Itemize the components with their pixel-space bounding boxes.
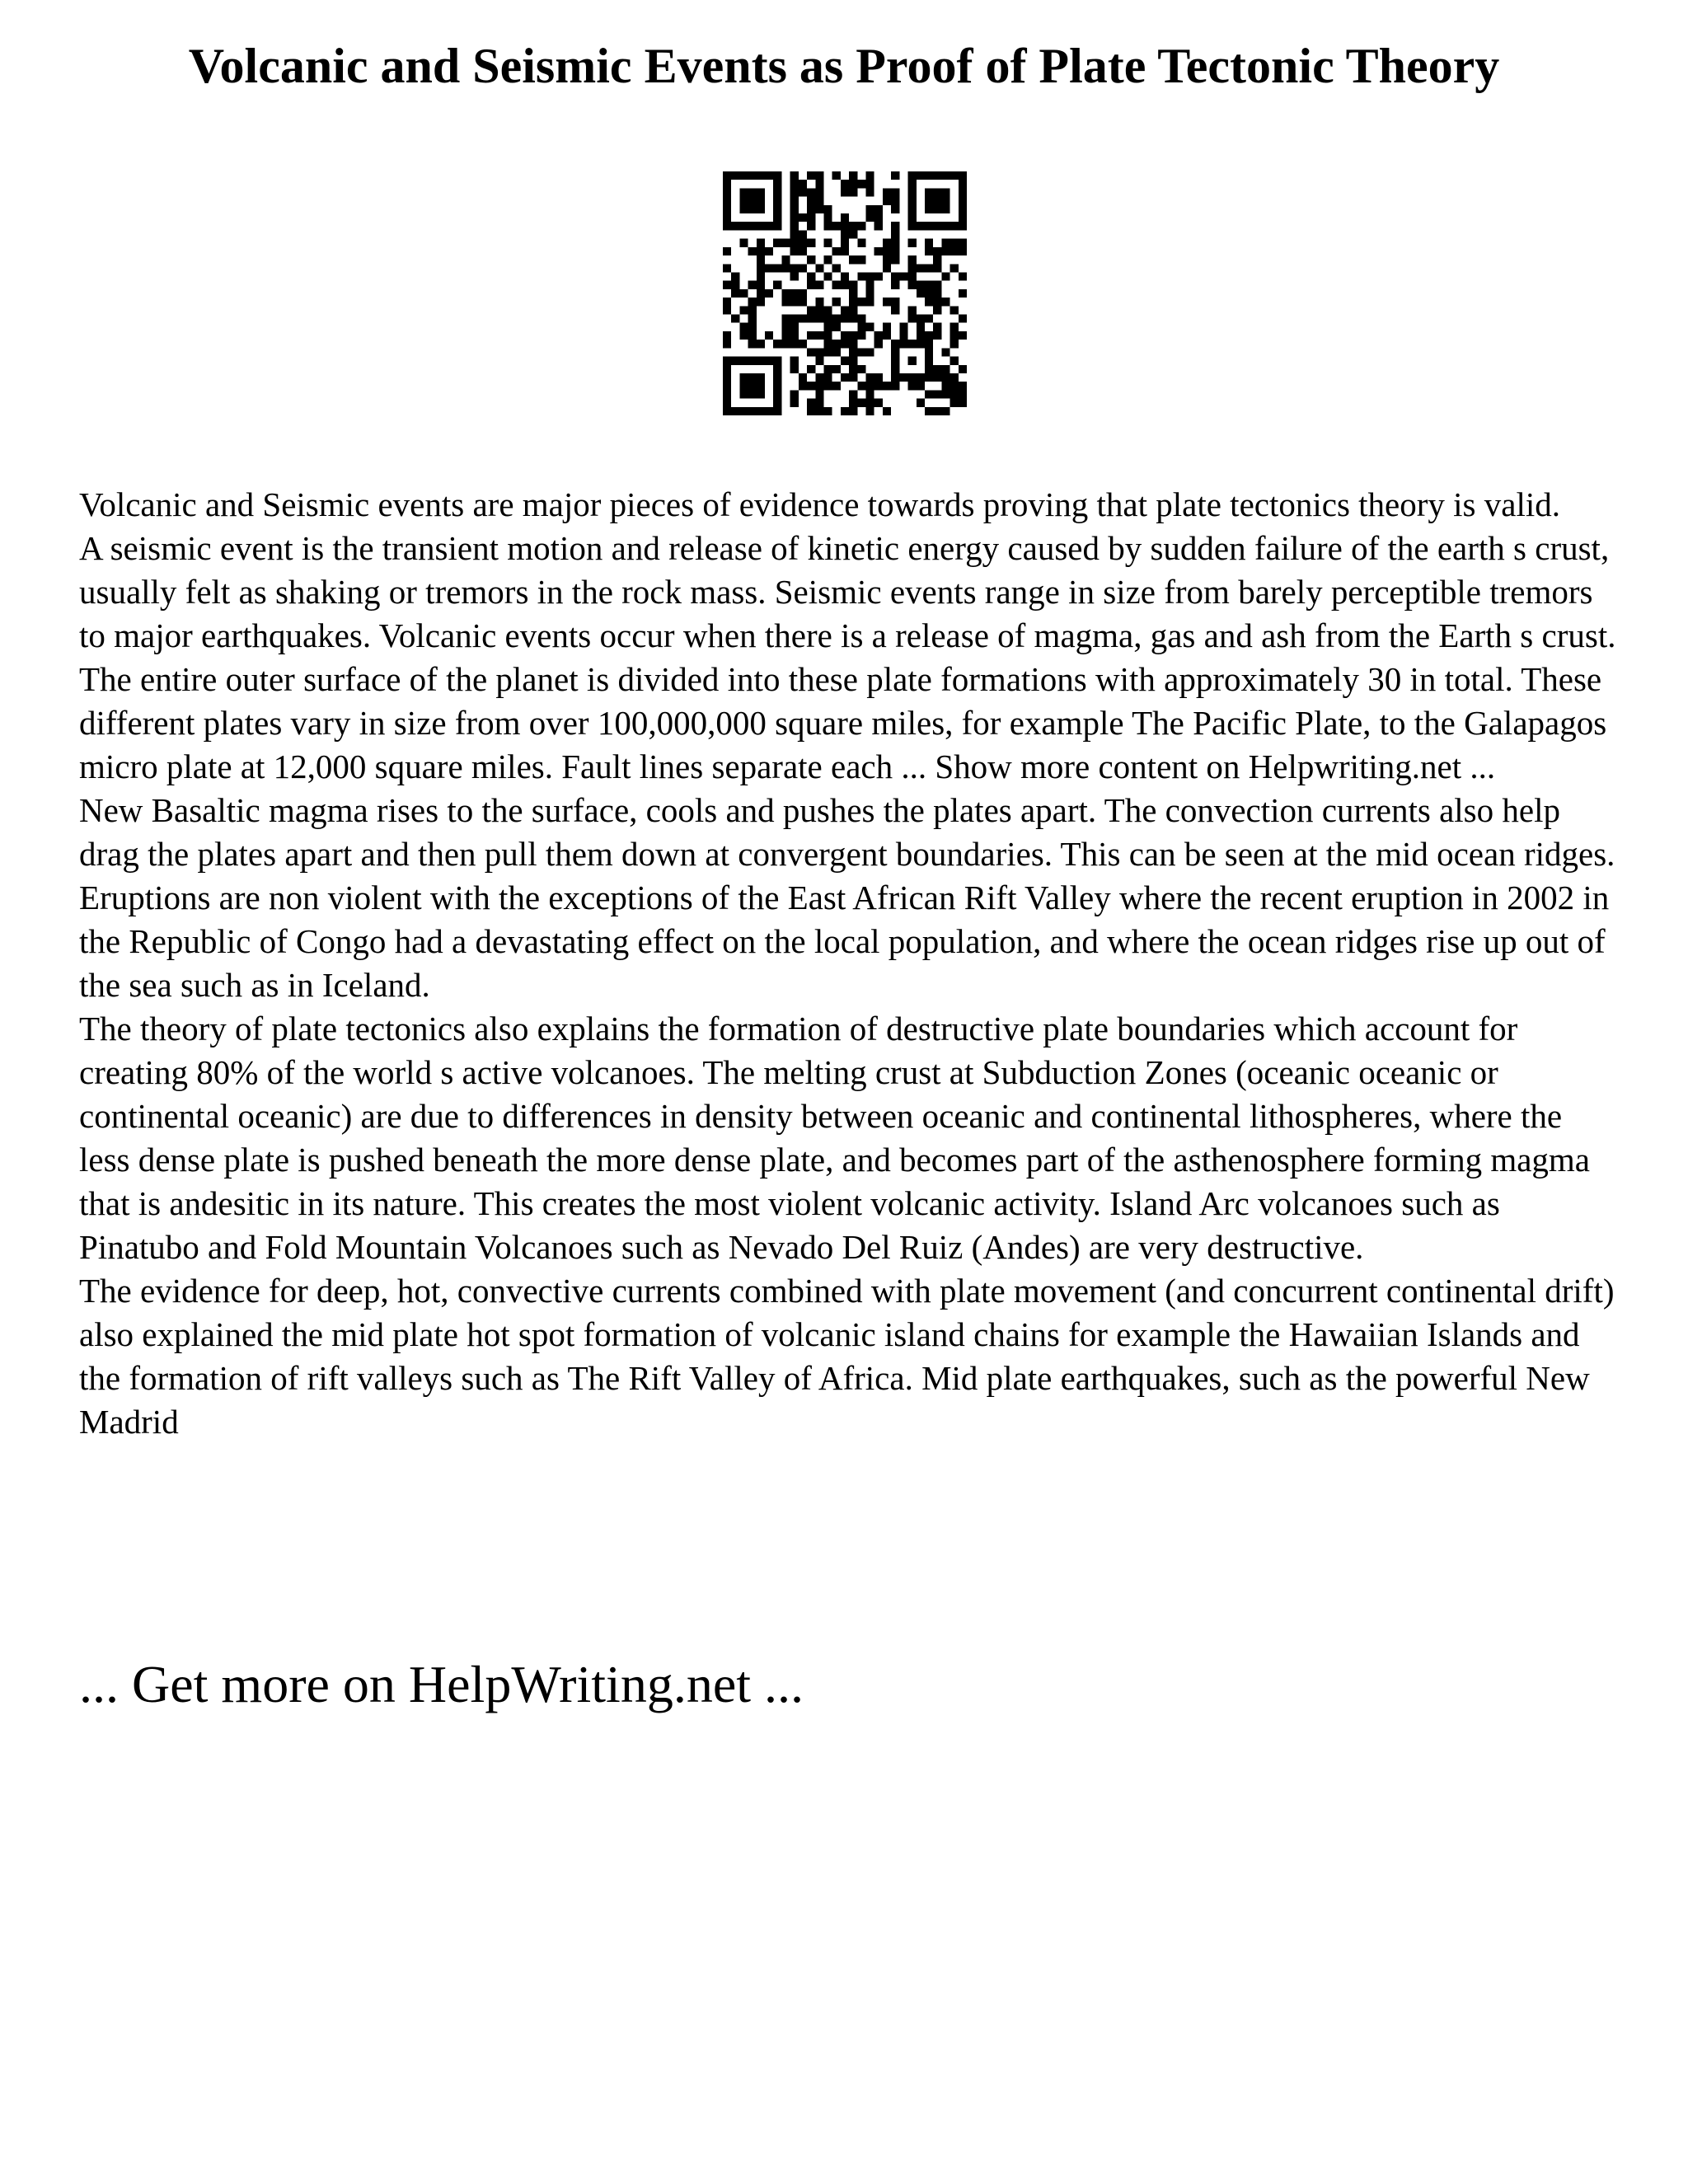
paragraph-seismic-event: A seismic event is the transient motion and release of kinetic energy caused by sudden failure of the earth s crust, usually felt as shaking or tremors in the rock mass. Seismic events range in size from barely perceptible tremors to major earthquakes. Volcanic events occur when there is a release of magma, gas and ash from the Earth s crust. — [79, 529, 1616, 654]
qr-code-icon — [723, 171, 967, 415]
document-body — [79, 483, 1620, 1444]
paragraph-intro: Volcanic and Seismic events are major pieces of evidence towards proving that plate tectonics theory is valid. — [79, 485, 1560, 523]
paragraph-hot-spots: The evidence for deep, hot, convective currents combined with plate movement (and concurrent continental drift) also explained the mid plate hot spot formation of volcanic island chains for example the Hawaiian Islands and the formation of rift valleys such as The Rift Valley of Africa. Mid plate earthquakes, such as the powerful New Madrid — [79, 1272, 1615, 1441]
paragraph-plate-formations: The entire outer surface of the planet is divided into these plate formations with approximately 30 in total. These different plates vary in size from over 100,000,000 square miles, for example The Pacific Plate, to the Galapagos micro plate at 12,000 square miles. Fault lines separate each ... Show more content on Helpwriting.net ... — [79, 660, 1607, 785]
document-title: Volcanic and Seismic Events as Proof of Plate Tectonic Theory — [188, 39, 1500, 93]
paragraph-basaltic-magma: New Basaltic magma rises to the surface, cools and pushes the plates apart. The convection currents also help drag the plates apart and then pull them down at convergent boundaries. This can be seen at the mid ocean ridges. Eruptions are non violent with the exceptions of the East African Rift Valley where the recent eruption in 2002 in the Republic of Congo had a devastating effect on the local population, and where the ocean ridges rise up out of the sea such as in Iceland. — [79, 791, 1615, 1004]
paragraph-destructive-boundaries: The theory of plate tectonics also explains the formation of destructive plate boundaries which account for creating 80% of the world s active volcanoes. The melting crust at Subduction Zones (oceanic oceanic or continental oceanic) are due to differences in density between oceanic and continental lithospheres, where the less dense plate is pushed beneath the more dense plate, and becomes part of the asthenosphere forming magma that is andesitic in its nature. This creates the most violent volcanic activity. Island Arc volcanoes such as Pinatubo and Fold Mountain Volcanoes such as Nevado Del Ruiz (Andes) are very destructive. — [79, 1010, 1591, 1266]
get-more-link[interactable]: ... Get more on HelpWriting.net ... — [79, 1655, 804, 1713]
